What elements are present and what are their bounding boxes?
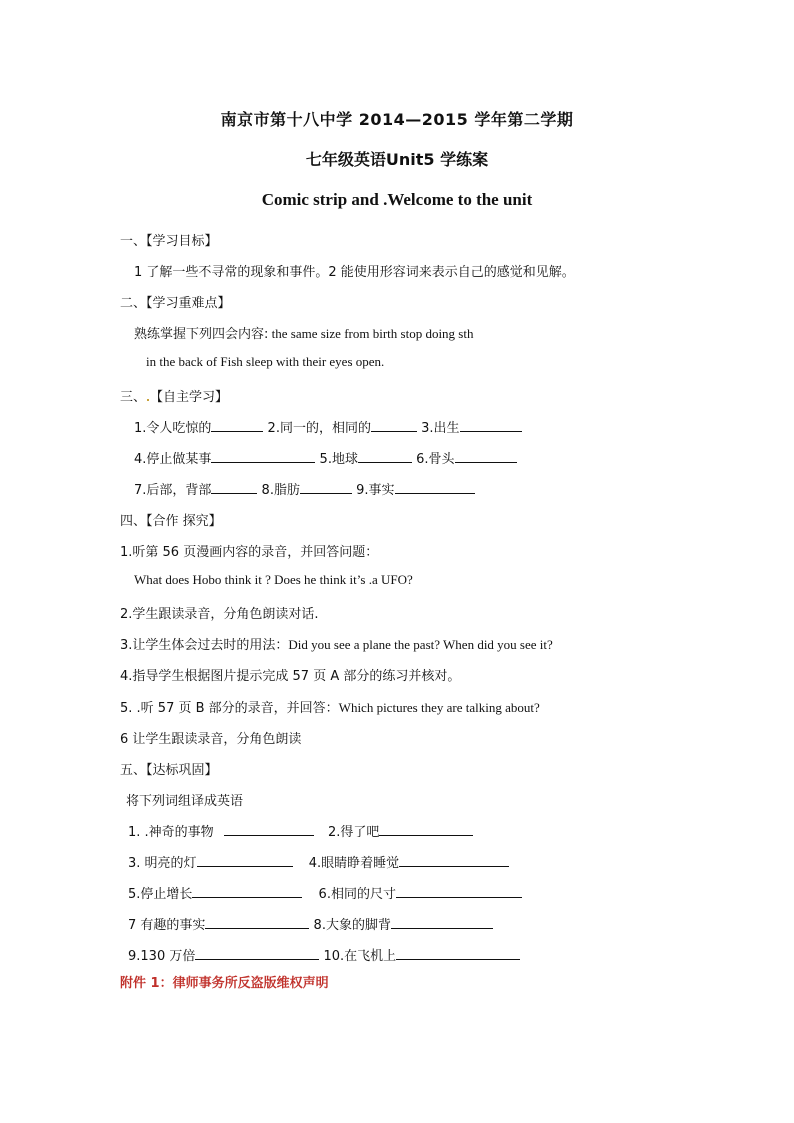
answer-blank[interactable] <box>371 418 417 432</box>
vocab-item: 9.事实 <box>356 483 395 498</box>
vocab-item: 8.脂肪 <box>261 483 300 498</box>
footer-attachment-link[interactable]: 附件 1：律师事务所反盗版维权声明 <box>120 976 329 991</box>
vocab-item: 4.停止做某事 <box>134 452 212 467</box>
translate-item: 3. 明亮的灯 <box>128 856 197 871</box>
lesson-title: Comic strip and .Welcome to the unit <box>261 190 533 209</box>
answer-blank[interactable] <box>192 884 302 898</box>
answer-blank[interactable] <box>395 480 475 494</box>
answer-blank[interactable] <box>396 946 520 960</box>
answer-blank[interactable] <box>211 418 263 432</box>
answer-blank[interactable] <box>224 822 314 836</box>
activity-6: 6 让学生跟读录音，分角色朗读 <box>120 732 302 747</box>
vocab-item: 2.同一的，相同的 <box>267 421 371 436</box>
activity-1-question: What does Hobo think it ? Does he think it’s .a UFO? <box>134 572 413 587</box>
translate-item: 7 有趣的事实 <box>128 918 206 933</box>
answer-blank[interactable] <box>379 822 473 836</box>
vocab-row-3 <box>134 479 475 498</box>
translate-item: 4.眼睛睁着睡觉 <box>308 856 400 871</box>
translate-row-1 <box>128 821 473 840</box>
activity-2: 2.学生跟读录音，分角色朗读对话. <box>120 607 319 622</box>
translate-item: 8.大象的脚背 <box>313 918 391 933</box>
activity-5-en: Which pictures they are talking about? <box>338 700 540 715</box>
translate-row-2 <box>128 852 509 871</box>
vocab-row-2 <box>134 448 517 467</box>
translate-item: 6.相同的尺寸 <box>318 887 396 902</box>
section2-heading: 二、【学习重难点】 <box>120 296 231 311</box>
section5-intro: 将下列词组译成英语 <box>126 794 244 809</box>
translate-item: 9.130 万倍 <box>128 949 196 964</box>
answer-blank[interactable] <box>358 449 412 463</box>
answer-blank[interactable] <box>197 853 293 867</box>
translate-row-3 <box>128 883 522 902</box>
vocab-item: 1.令人吃惊的 <box>134 421 212 436</box>
section2-line1-en: the same size from birth stop doing sth <box>268 326 474 341</box>
translate-item: 2.得了吧 <box>327 825 380 840</box>
section5-heading: 五、【达标巩固】 <box>120 763 218 778</box>
answer-blank[interactable] <box>396 884 522 898</box>
answer-blank[interactable] <box>399 853 509 867</box>
answer-blank[interactable] <box>300 480 352 494</box>
activity-3-en: Did you see a plane the past? When did you see it? <box>288 637 553 652</box>
section3-heading <box>120 386 228 405</box>
school-title: 南京市第十八中学 2014—2015 学年第二学期 <box>220 110 574 129</box>
vocab-row-1 <box>134 417 522 436</box>
vocab-item: 3.出生 <box>421 421 460 436</box>
vocab-item: 6.骨头 <box>416 452 455 467</box>
activity-5-cn: 5. .听 57 页 B 部分的录音，并回答： <box>120 701 339 716</box>
translate-item: 1. .神奇的事物 <box>128 825 214 840</box>
section1-text: 1 了解一些不寻常的现象和事件。2 能使用形容词来表示自己的感觉和见解。 <box>134 265 575 280</box>
section3-heading-num: 三、 <box>120 390 147 405</box>
vocab-item: 7.后部，背部 <box>134 483 212 498</box>
section2-line2: in the back of Fish sleep with their eyes open. <box>146 354 385 369</box>
section4-heading: 四、【合作 探究】 <box>120 514 222 529</box>
section1-heading: 一、【学习目标】 <box>120 234 218 249</box>
answer-blank[interactable] <box>460 418 522 432</box>
section3-heading-text: 【自主学习】 <box>150 390 229 405</box>
translate-item: 10.在飞机上 <box>323 949 397 964</box>
answer-blank[interactable] <box>211 449 315 463</box>
answer-blank[interactable] <box>195 946 319 960</box>
activity-3-cn: 3.让学生体会过去时的用法： <box>120 638 289 653</box>
answer-blank[interactable] <box>205 915 309 929</box>
answer-blank[interactable] <box>455 449 517 463</box>
answer-blank[interactable] <box>391 915 493 929</box>
answer-blank[interactable] <box>211 480 257 494</box>
vocab-item: 5.地球 <box>319 452 358 467</box>
unit-title: 七年级英语Unit5 学练案 <box>305 150 489 169</box>
translate-row-4 <box>128 914 493 933</box>
translate-item: 5.停止增长 <box>128 887 193 902</box>
section2-line1 <box>134 323 473 342</box>
dot-mark <box>147 399 149 401</box>
section2-line1-cn: 熟练掌握下列四会内容: <box>134 327 269 342</box>
activity-1: 1.听第 56 页漫画内容的录音，并回答问题： <box>120 545 379 560</box>
activity-5 <box>120 697 540 716</box>
activity-3 <box>120 634 553 653</box>
translate-row-5 <box>128 945 520 964</box>
activity-4: 4.指导学生根据图片提示完成 57 页 A 部分的练习并核对。 <box>120 669 461 684</box>
